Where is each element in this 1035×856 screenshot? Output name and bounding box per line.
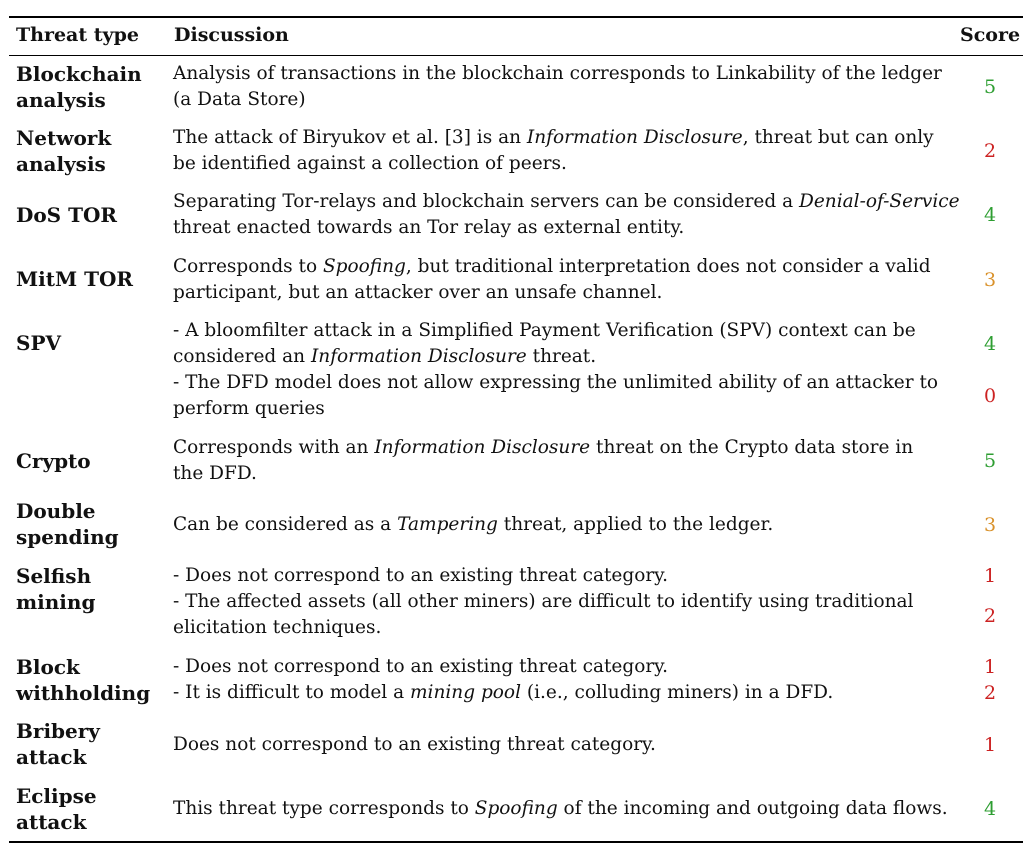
- discussion-line: [173, 215, 973, 241]
- discussion-cell: [173, 61, 973, 113]
- discussion-line: [173, 280, 973, 306]
- discussion-text: Corresponds to: [173, 256, 323, 277]
- header-rule: [9, 55, 1023, 56]
- discussion-text: - The affected assets (all other miners) are difficult to identify using traditional: [173, 591, 914, 612]
- discussion-text: the DFD.: [173, 463, 257, 484]
- discussion-cell: [173, 512, 973, 538]
- score-value: 2: [983, 605, 997, 627]
- discussion-line: [173, 512, 973, 538]
- threat-type-line: spending: [16, 525, 119, 549]
- discussion-line: [173, 61, 973, 87]
- threat-type-cell: [16, 202, 166, 228]
- discussion-text: (a Data Store): [173, 89, 306, 110]
- discussion-line: [173, 189, 973, 215]
- threat-type-line: Eclipse: [16, 784, 97, 808]
- discussion-cell: [173, 125, 973, 177]
- discussion-line: [173, 87, 973, 113]
- score-value: 4: [983, 798, 997, 820]
- threat-type-cell: [16, 783, 166, 835]
- discussion-line: [173, 680, 973, 706]
- score-value: 5: [983, 76, 997, 98]
- threat-type-line: MitM TOR: [16, 267, 134, 291]
- score-value: 4: [983, 333, 997, 355]
- discussion-text: The attack of Biryukov et al. [3] is an: [173, 127, 527, 148]
- threat-type-cell: [16, 125, 166, 177]
- discussion-emphasis: mining pool: [410, 682, 521, 703]
- discussion-line: [173, 435, 973, 461]
- discussion-cell: [173, 318, 973, 422]
- discussion-text: Does not correspond to an existing threat category.: [173, 734, 656, 755]
- discussion-line: [173, 254, 973, 280]
- discussion-text: perform queries: [173, 398, 325, 419]
- discussion-text: - The DFD model does not allow expressing the unlimited ability of an attacker to: [173, 372, 939, 393]
- header-score: Score: [960, 24, 1021, 46]
- score-value: 5: [983, 450, 997, 472]
- discussion-emphasis: Denial-of-Service: [799, 191, 960, 212]
- discussion-text: threat.: [526, 346, 597, 367]
- threat-type-line: Selfish: [16, 564, 92, 588]
- threat-type-line: analysis: [16, 88, 106, 112]
- score-value: 1: [983, 565, 997, 587]
- header-discussion: Discussion: [174, 24, 289, 46]
- threat-type-line: mining: [16, 590, 96, 614]
- threat-type-cell: [16, 330, 166, 356]
- discussion-emphasis: Spoofing: [323, 256, 406, 277]
- discussion-line: [173, 563, 973, 589]
- discussion-line: [173, 370, 973, 396]
- score-value: 4: [983, 204, 997, 226]
- discussion-text: of the incoming and outgoing data flows.: [557, 798, 948, 819]
- threat-type-line: attack: [16, 810, 87, 834]
- score-value: 3: [983, 514, 997, 536]
- threat-type-line: Double: [16, 499, 96, 523]
- discussion-text: participant, but an attacker over an unsafe channel.: [173, 282, 663, 303]
- score-value: 1: [983, 656, 997, 678]
- threat-type-cell: [16, 498, 166, 550]
- discussion-text: - Does not correspond to an existing threat category.: [173, 565, 669, 586]
- threat-type-line: attack: [16, 745, 87, 769]
- discussion-line: [173, 344, 973, 370]
- score-value: 2: [983, 682, 997, 704]
- score-value: 0: [983, 385, 997, 407]
- discussion-line: [173, 151, 973, 177]
- discussion-line: [173, 318, 973, 344]
- discussion-cell: [173, 732, 973, 758]
- discussion-emphasis: Tampering: [397, 514, 498, 535]
- threat-type-line: Blockchain: [16, 62, 142, 86]
- discussion-emphasis: Information Disclosure: [526, 127, 743, 148]
- threat-type-cell: [16, 654, 166, 706]
- discussion-text: (i.e., colluding miners) in a DFD.: [520, 682, 834, 703]
- threat-type-cell: [16, 61, 166, 113]
- discussion-line: [173, 396, 973, 422]
- discussion-emphasis: Information Disclosure: [310, 346, 527, 367]
- discussion-text: - It is difficult to model a: [173, 682, 411, 703]
- discussion-cell: [173, 796, 973, 822]
- discussion-text: threat enacted towards an Tor relay as external entity.: [173, 217, 685, 238]
- threat-type-line: Bribery: [16, 719, 100, 743]
- discussion-text: - A bloomfilter attack in a Simplified Payment Verification (SPV) context can be: [173, 320, 916, 341]
- discussion-cell: [173, 254, 973, 306]
- discussion-text: Can be considered as a: [173, 514, 398, 535]
- threat-type-cell: [16, 718, 166, 770]
- discussion-cell: [173, 189, 973, 241]
- threat-type-line: Crypto: [16, 449, 91, 473]
- top-rule: [9, 16, 1023, 18]
- threat-type-cell: [16, 448, 166, 474]
- discussion-line: [173, 654, 973, 680]
- discussion-line: [173, 125, 973, 151]
- discussion-emphasis: Information Disclosure: [374, 437, 591, 458]
- discussion-text: threat, applied to the ledger.: [497, 514, 774, 535]
- score-value: 3: [983, 269, 997, 291]
- discussion-text: - Does not correspond to an existing threat category.: [173, 656, 669, 677]
- discussion-text: , threat but can only: [742, 127, 934, 148]
- threat-type-cell: [16, 266, 166, 292]
- threat-type-line: DoS TOR: [16, 203, 118, 227]
- discussion-line: [173, 589, 973, 615]
- discussion-line: [173, 796, 973, 822]
- discussion-text: be identified against a collection of peers.: [173, 153, 567, 174]
- discussion-line: [173, 732, 973, 758]
- threat-type-line: analysis: [16, 152, 106, 176]
- discussion-cell: [173, 435, 973, 487]
- threat-type-cell: [16, 563, 166, 615]
- discussion-text: threat on the Crypto data store in: [590, 437, 914, 458]
- bottom-rule: [9, 841, 1023, 843]
- discussion-text: This threat type corresponds to: [173, 798, 475, 819]
- discussion-line: [173, 615, 973, 641]
- discussion-cell: [173, 654, 973, 706]
- threat-type-line: withholding: [16, 681, 151, 705]
- discussion-text: considered an: [173, 346, 311, 367]
- discussion-line: [173, 461, 973, 487]
- threat-type-line: SPV: [16, 331, 61, 355]
- discussion-emphasis: Spoofing: [474, 798, 558, 819]
- score-value: 2: [983, 140, 997, 162]
- discussion-cell: [173, 563, 973, 641]
- threat-type-line: Block: [16, 655, 80, 679]
- discussion-text: Separating Tor-relays and blockchain servers can be considered a: [173, 191, 800, 212]
- discussion-text: Analysis of transactions in the blockchain corresponds to Linkability of the ledger: [173, 63, 942, 84]
- threat-type-line: Network: [16, 126, 112, 150]
- discussion-text: , but traditional interpretation does not consider a valid: [405, 256, 931, 277]
- header-threat-type: Threat type: [16, 24, 139, 46]
- score-value: 1: [983, 734, 997, 756]
- discussion-text: elicitation techniques.: [173, 617, 382, 638]
- discussion-text: Corresponds with an: [173, 437, 375, 458]
